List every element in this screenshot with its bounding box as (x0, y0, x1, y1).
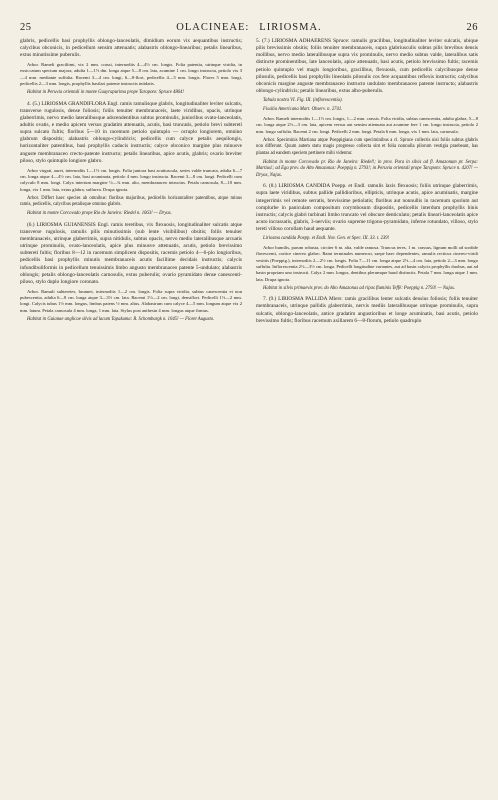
left-column-paragraph: 4. (5.) LIRIOSMA GRANDIFLORA Engl. ramis ramulisque glabris, longitudinaliter leviter sulcatis, transverse rugulosis, dense foliosis; foliis tenuiter membranaceis, laete viridibus, opacis, utrinque glaberrimis, nervo medio lateralibusque adscendentibus subtus prominulis, junioribus ovato-lanceolatis, adultis ovatis, e medio apicem versus gradatim attenuatis, acutis, basi truncatis, petiolo brevi subteretí supra sulcato fultis; floribus 5—10 in racemum petiolo quintuplo — octuplo longiorem, omnino glabrum dispositis; alabastris oblongo-cylindricis; pedicellis cum calyce petalis aequilongis, horizontaliter patentibus, basi prophyllis caducis instructis; calyce obconico margine plus minusve anguste membranaceo crecto-patente instructo; petalis linearibus, apice acutis, glabris; ovario breviter piloso, stylo quintuplo longiore glabro. (20, 100, 242, 164)
left-column-paragraph: Arbor. Rameli graciliimi, vix 2 mm. crassi, internodiis 4—4½ cm. longis. Folia patentia, utrinque viridia, in exsiccatum spectum majora, adulta 1—1½ dm. longa atque 5—8 cm. lata, acumine 1 cm. longo instructa, petiolo vix 3—4 mm. mediante suffulta. Racemi 3—4 cm. longi, 6—8-flori, pedicellis 4—5 mm. longis. Flores 5 mm. longi, pedicellis 2—3 mm. longis, prophyllis basilari patente instructis intidatis. (20, 62, 242, 87)
right-column-paragraph: Arbor. Speciminis Martiana atque Poeppigiana cum speciminibus a cl. Spruce collectis nisi foliis subtus glabris non differunt. Quum autem statu magis progresso collecta sint et folia nonnulla pilorum vestigia praebeant, has plantas ad eandem speciem pertinere mihi videntur. (256, 137, 478, 156)
running-title (176, 22, 321, 33)
left-column-paragraph: glabris, pedicellis basi prophyllis oblongo-lanceolatis, dimidium eorum vix aequantibus instructis; calycibus obconicis, in pedicellum sensim attenuatis; alabastris oblongo-linearibus; petalis linearibus, extus minutissime puberulis. (20, 38, 242, 59)
genus-title: LIRIOSMA. (259, 22, 322, 33)
text-columns (20, 38, 478, 790)
right-column-paragraph: Habitat in silvis primaevis prov. do Alto Amazonas ad ripas fluminis Teffé: Poeppig n. 2793! — Najas. (263, 285, 455, 291)
right-column-paragraph: Liriosma candida Poepp. et Endl. Nov. Gen. et Spec. III. 33. t. 239! (263, 235, 390, 241)
right-column (256, 38, 478, 790)
family-title: OLACINEAE: (176, 22, 250, 33)
right-column-paragraph: Fissilia Americana Mart. Observ. n. 2741. (263, 106, 343, 112)
left-column-paragraph: Arbor. Differt haec species ab omnibus: floribus majoribus, pedicellis horizontaliter patentibus, atque minus ramis, pedicellis, calycibus petalisque omnino glabris. (20, 195, 242, 207)
right-column-paragraph: 6. (8.) LIRIOSMA CANDIDA Poepp. et Endl. ramulis laxis flexuosis; foliis utrinque glaberrimis, supra laete viridibus, subtus pallide pallidioribus, ellipticis, utrinque acutis, apice acuminatis, margine integerrimis vel remote serratis, brevissime petiolatis; floribus aut nonnullis in racemum spurium aut complurbe in paniculam compositum corymbosum dispositis, pedicellis interdum prophyllis binis instructis; calycis glabri turbinati limbo truncato vel obscure denticulato; petalis lineari-lanceolatis apice acuto incrassatis, glabris, 3-nerviis; ovario supreme trigono-pyramidato, inferne rotundato, villoso, stylo tereti villoso corollam haud aequante. (256, 183, 478, 233)
page-header (20, 22, 478, 33)
right-column-paragraph: Habitat in monte Corcovado pr. Rio de Janeiro: Riedel!; in prov. Para in silvis ad fl. Amazonum pr. Serpa: Martius!; ad Ega prov. do Alto Amazonas: Poeppig n. 2793!; in Peruvia orientali prope Tarapoto: Spruce n. 4207! — Dryas, Najas. (256, 159, 478, 178)
right-column-paragraph: Tabula nostra VI. Fig. III. (inflorescentia). (263, 97, 343, 103)
left-column-paragraph: Arbor virgati, aurei, internodiis 1—1½ cm. longis. Folia juniora basi acutiuscula, series valde truncata, adulta 6—7 cm. longa atque 4—4½ cm. lata, basi acuminata, petiolo 4 mm. longo instructa. Racemi 3—8 cm. longi. Pedicelli cum calyculo 8 mm. longi. Calyx interium margine ½—¾ mm. alto, membranaceo intructus. Petala carnosula, 8—10 mm. longa, vix 1 mm. lata, extus glabra, sulfurea. Drupa ignota. (20, 167, 242, 192)
right-column-paragraph: Arbor humilis, parum robusta, circiter 6 m. alta, valde ramosa. Truncus teres, 1 m. crassus, lignum molli ad sordide flavescenti, cortice cinereo glabro. Rami terminales numerosi, saepe haec dependentes, ramulis recticus cinereo-viridi vestitis (Poeppig.), internodiis 2—2½ cm. longis. Folia 7—11 cm. longa atque 2½—4 cm. lata, petiolo 2—3 mm. longo suffulta. Inflorescentia 2½—3½ cm. longa. Pedicelli longitudine variantes, aut ad basin calycis prophyllis duobus, aut ad basin propriam uno instructi. Calyx 2 mm. longus, dentibus plerumque haud distinctis. Petala 7 mm. longa atque 1 mm. lata. Drupa ignota. (256, 245, 478, 282)
left-column-paragraph: Habitat in Peruvia orientali in monte Guayrapurima prope Tarapoto: Spruce 4864! (27, 90, 184, 96)
right-column-paragraph: Arbor. Rameli internodiis 1—1½ cm. longis, 1—2 mm. crassis. Folia viridia, subtus canescentia, adulta glabra, 5—8 cm. longa atque 2½—3 cm. lata, apicem versus aut sensim attenuata aut acumine fere 1 cm. longo instructa, petiolo 2 mm. longo suffulta. Racemi 2 cm. longi. Pedicelli 2 mm. longi. Petala 6 mm. longa, vix 1 mm. lata, carnosula. (256, 116, 478, 134)
right-column-paragraph: 7. (9.) LIRIOSMA PALLIDA Miers: ramis gracilibus lenter sulcatis densius foliosis; foliis tenuiter membranaceis, utrinque pallidis glaberrimis, nervis mediis lateralibusque utrinque prominulis, supra sulcatis, oblongo-lanceolatis, antice gradatim angustioribus et longe acuminatis, basi acutis, petiolo brevissimo fultis; floribus racemum axillarem 6—8-florum, petiolo quadruplo (256, 296, 478, 324)
left-column-paragraph: Arbor. Ramuli subteretes, brunnei, internodiis 1—2 cm. longis. Folia supra viridia, subtus canescentia et non pubescentia, adulta 6—8 cm. longa atque 3—3½ cm. lata. Racemi 1½—2 cm. longi, densiflori. Pedicelli 1½—2 mm. longi. Calycis tubus 1½ mm. longus, limbus patens ½ mm. altus. Alabastrum cum calyce 4—5 mm. longum atque vix 2 mm. latum. Petala carnosula 4 mm. longa, 1 mm. lata. Stylus post anthesin 4 mm. longus atque firmus. (20, 288, 242, 313)
left-column-paragraph: (6.) LIRIOSMA GUIANENSIS Engl. ramis teretibus, vix flexuosis, longitudinaliter sulcatis atque transverse rugulosis, ramulis pilis minutissimis (sub lente visibilibus) obsitis; foliis tenuiter membranaceis, utrinque glaberrimis, supra nitidulis, subtus opacis, nervo medio lateralibusque arcuatis utrinque prominulis, ovato-lanceolatis, apice plus minusve attenuatis, acutis, petiolo brevissimo subtereti fultis; floribus 8—12 in racemum simplicem dispositis, racemis petiolo 4—6-plo longioribus, pedicellis basi prophyllis minutis membranaceis acutis facillime decidais instructis; calycis infundibuliformis in pedicellum tenuissimis limbo angusto membranaceo patente 5-undulato; alabastris oblongis; petalis oblongo-lanceolatis carnosulis, extus puberulis; ovario pyramidato dense canescenti-piloso, stylo duplo longiore coronato. (20, 221, 242, 285)
right-column-paragraph: 5. (7.) LIRIOSMA ADHAERENS Spruce: ramulis gracilibus, longitudinaliter leviter sulcatis, ubique pilis brevissimis obsitis; foliis tenuiter membranaceis, supra glabriusculis subtus pilis brevibus densis mollibus, nervo medio lateralibusque supra vix prominulis, nervo medio subtus valde, lateralibus satis distincte prominentibus, late lanceolatis, apice attenuatis, basi acutis, petiolo brevissimo fultis; racemis petiolo quintuplo vel magis longioribus, gracilibus, flexuosis, cum pedicellis calycibusque dense pilosulis, pedicellis basi prophyllis lineolatis pilosulis cos fere acquantibus reflexis instructis; calycibus obconicis margine anguste membranaceo instructo undulato membranaceo patente instructo; alabastris oblongo-cylindricis; petalis linearibus, extus albo-puberulis. (256, 38, 478, 95)
left-column-paragraph: Habitat in monte Corcovado prope Rio de Janeiro: Riedel n. 1063! — Dryas. (27, 211, 172, 217)
left-column (20, 38, 242, 790)
page-number-right: 26 (466, 22, 478, 33)
page-number-left: 25 (20, 22, 32, 33)
left-column-paragraph: Habitat in Guianae anglicae silvis ad lacum Tapakuma: R. Schomburgk n. 1045! — Floret Augusto. (27, 316, 215, 322)
